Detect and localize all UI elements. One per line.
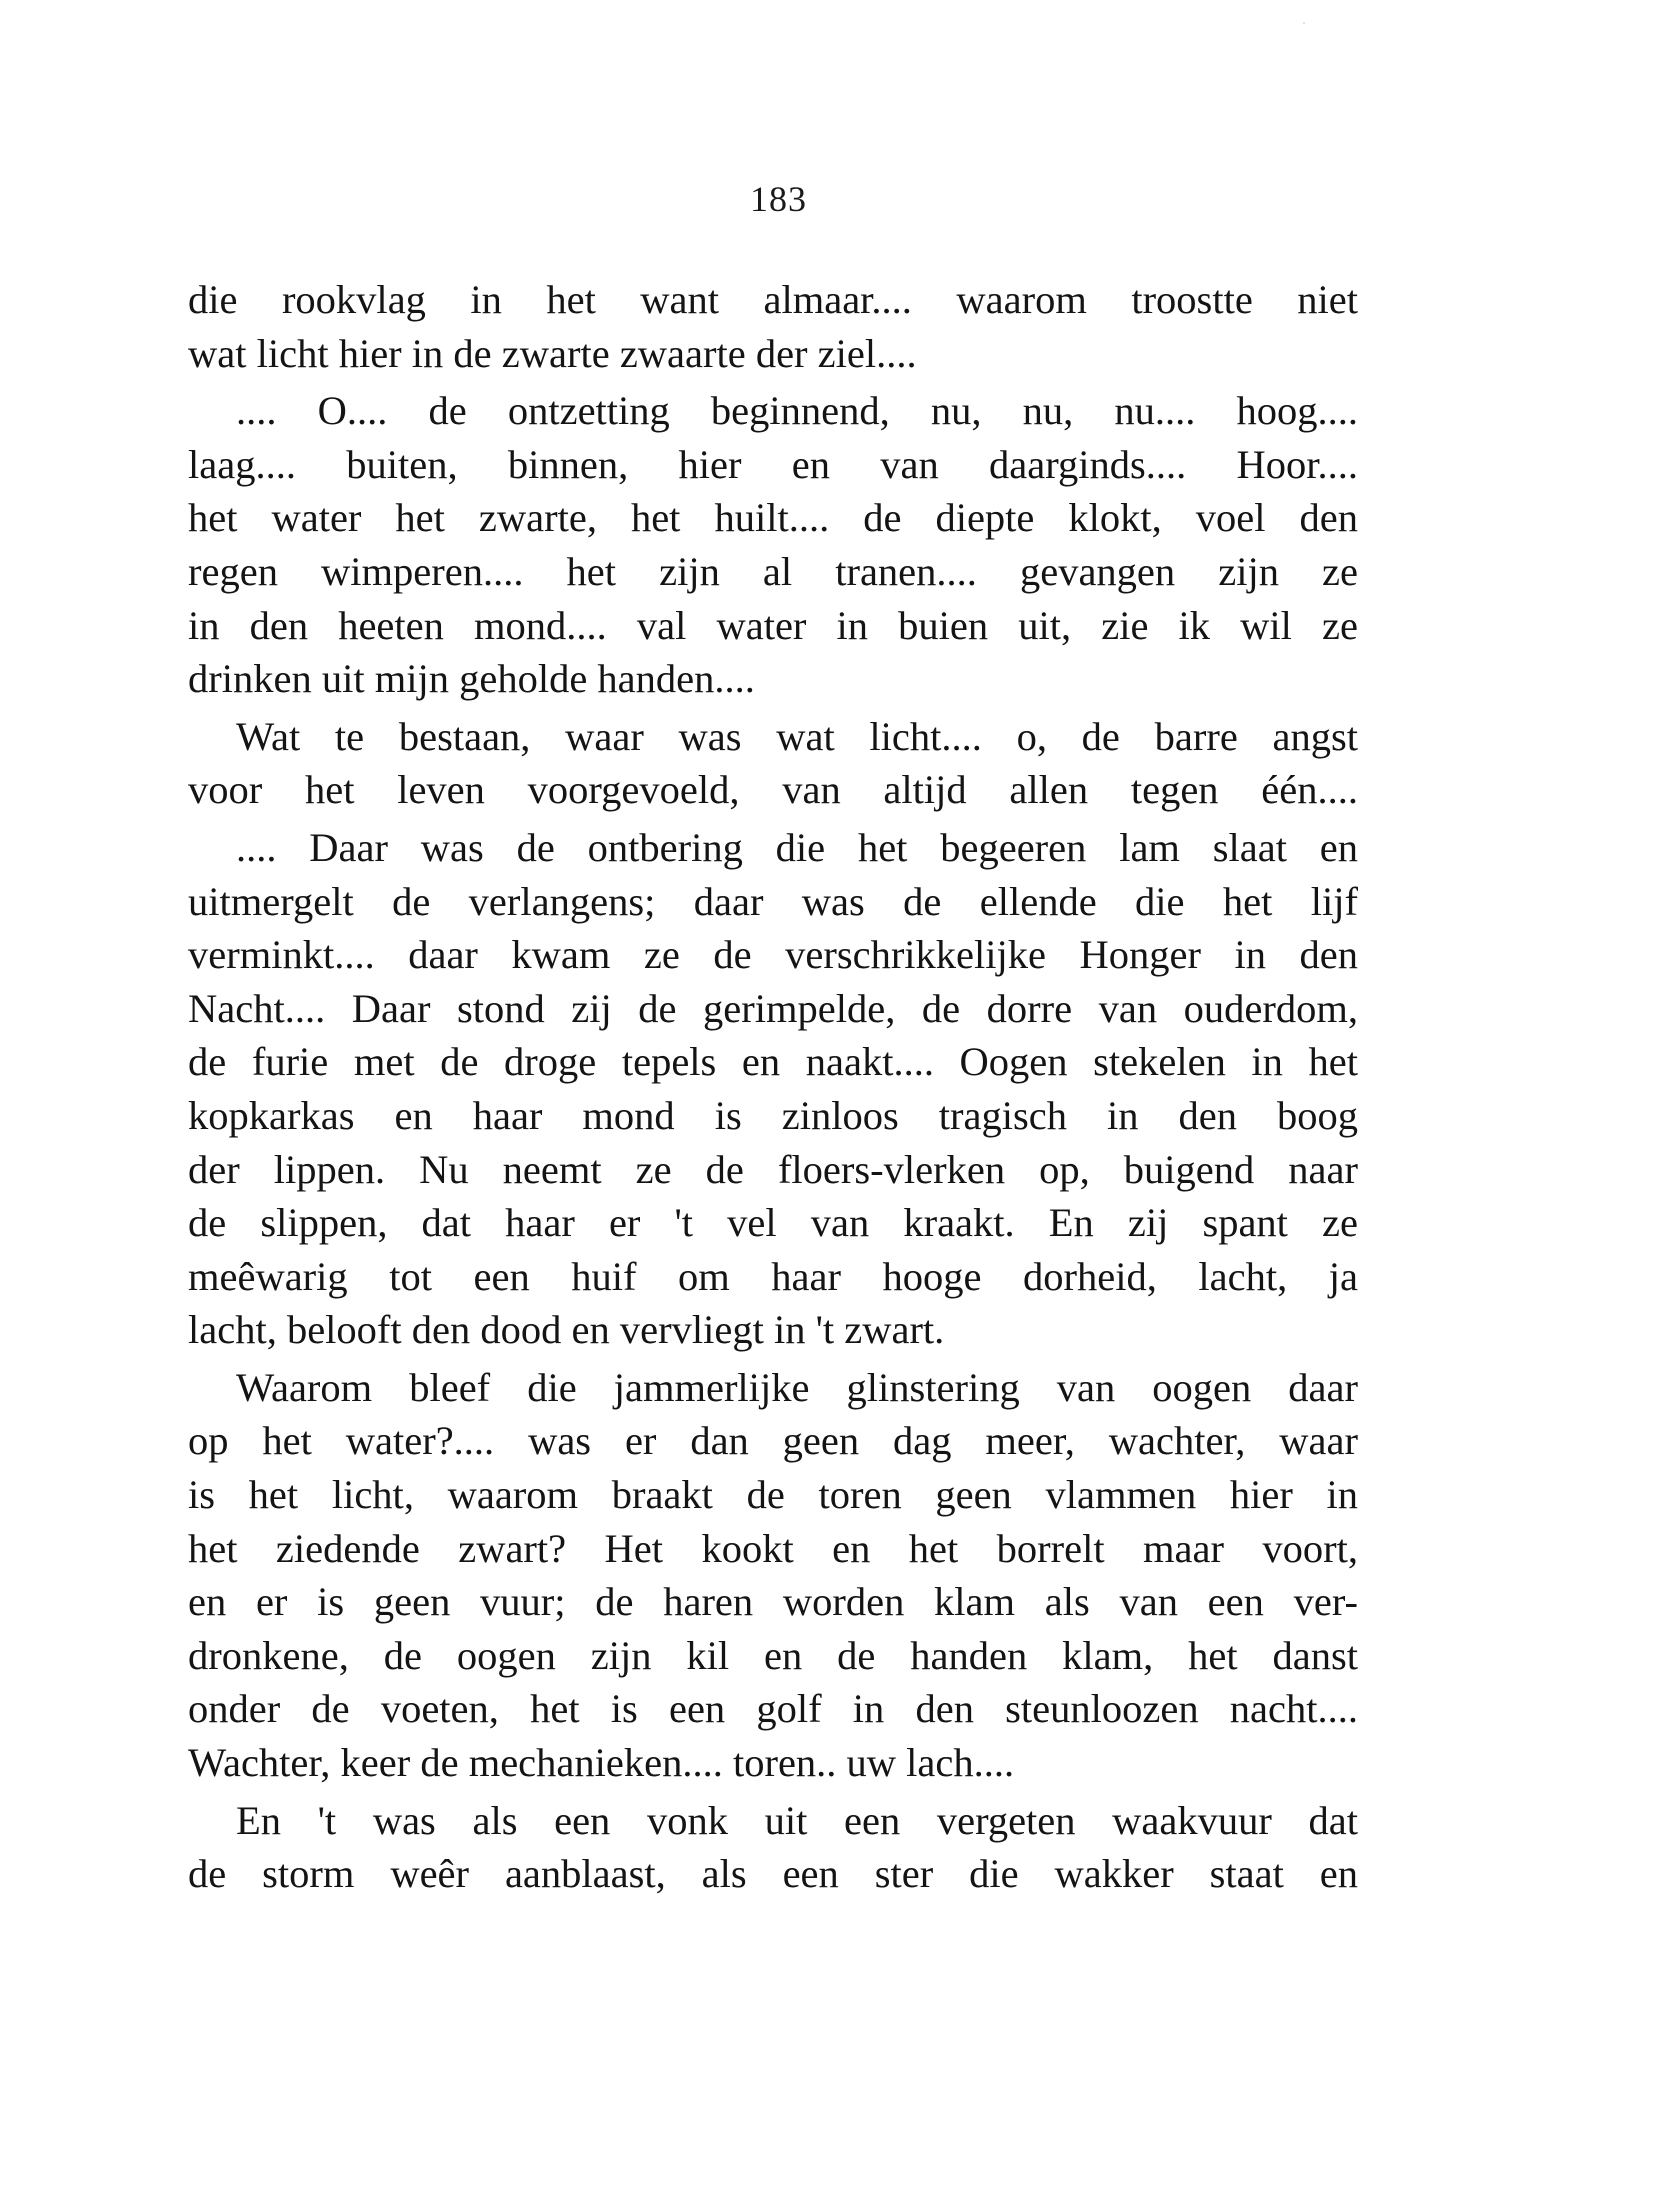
- text-line: is het licht, waarom braakt de toren geen vlammen hier in: [188, 1472, 1358, 1518]
- text-line: onder de voeten, het is een golf in den steunloozen nacht....: [188, 1686, 1358, 1732]
- text-line: meêwarig tot een huif om haar hooge dorheid, lacht, ja: [188, 1253, 1358, 1299]
- text-line: Nacht.... Daar stond zij de gerimpelde, de dorre van ouderdom,: [188, 985, 1358, 1031]
- text-line: dronkene, de oogen zijn kil en de handen klam, het danst: [188, 1632, 1358, 1678]
- text-line: op het water?.... was er dan geen dag meer, wachter, waar: [188, 1418, 1358, 1464]
- text-line: uitmergelt de verlangens; daar was de ellende die het lijf: [188, 878, 1358, 924]
- text-line: de storm weêr aanblaast, als een ster die wakker staat en: [188, 1851, 1358, 1897]
- text-line: de slippen, dat haar er 't vel van kraakt. En zij spant ze: [188, 1200, 1358, 1246]
- text-line: der lippen. Nu neemt ze de floers-vlerken op, buigend naar: [188, 1146, 1358, 1192]
- body-text: [188, 273, 1358, 1901]
- paper-speck: [1303, 22, 1305, 24]
- text-line: Waarom bleef die jammerlijke glinstering van oogen daar: [236, 1364, 1358, 1410]
- text-line: het water het zwarte, het huilt.... de diepte klokt, voel den: [188, 495, 1358, 541]
- text-line: regen wimperen.... het zijn al tranen.... gevangen zijn ze: [188, 548, 1358, 594]
- text-line: en er is geen vuur; de haren worden klam als van een ver-: [188, 1579, 1358, 1625]
- text-line: Wat te bestaan, waar was wat licht.... o, de barre angst: [236, 713, 1358, 759]
- text-line: kopkarkas en haar mond is zinloos tragisch in den boog: [188, 1092, 1358, 1138]
- text-line: .... Daar was de ontbering die het begeeren lam slaat en: [236, 824, 1358, 870]
- text-line: wat licht hier in de zwarte zwaarte der ziel....: [188, 330, 917, 376]
- text-line: de furie met de droge tepels en naakt.... Oogen stekelen in het: [188, 1039, 1358, 1085]
- text-line: voor het leven voorgevoeld, van altijd allen tegen één....: [188, 767, 1358, 813]
- text-line: drinken uit mijn geholde handen....: [188, 656, 755, 702]
- page-number: 183: [750, 179, 807, 219]
- text-line: in den heeten mond.... val water in buien uit, zie ik wil ze: [188, 602, 1358, 648]
- text-line: die rookvlag in het want almaar.... waarom troostte niet: [188, 277, 1358, 322]
- text-line: Wachter, keer de mechanieken.... toren.. uw lach....: [188, 1740, 1015, 1786]
- text-line: En 't was als een vonk uit een vergeten waakvuur dat: [236, 1797, 1358, 1843]
- text-line: het ziedende zwart? Het kookt en het borrelt maar voort,: [188, 1525, 1358, 1571]
- text-line: .... O.... de ontzetting beginnend, nu, nu, nu.... hoog....: [236, 388, 1358, 434]
- text-line: lacht, belooft den dood en vervliegt in 't zwart.: [188, 1307, 945, 1353]
- text-line: laag.... buiten, binnen, hier en van daarginds.... Hoor....: [188, 441, 1358, 487]
- text-line: verminkt.... daar kwam ze de verschrikkelijke Honger in den: [188, 932, 1358, 978]
